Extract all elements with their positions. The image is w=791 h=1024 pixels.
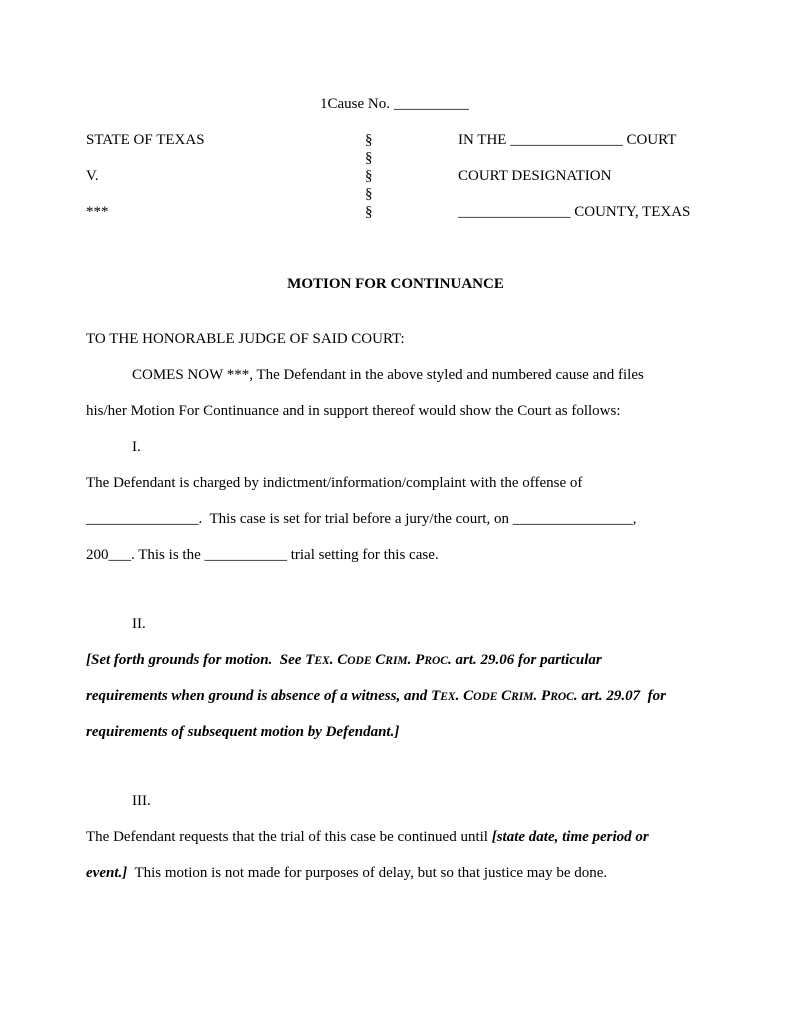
section-symbol: § (365, 168, 373, 184)
request-placeholder: event.] (86, 865, 128, 881)
request-line (86, 864, 607, 882)
grounds-text: requirements when ground is absence of a witness, and (86, 688, 432, 704)
section-number: I. (132, 439, 141, 455)
request-text: The Defendant requests that the trial of this case be continued until (86, 829, 492, 845)
caption-county: _______________ COUNTY, TEXAS (458, 204, 691, 220)
section1-line: The Defendant is charged by indictment/information/complaint with the offense of (86, 475, 583, 491)
grounds-line: requirements of subsequent motion by Defendant.] (86, 724, 400, 740)
section-symbol: § (365, 132, 373, 148)
intro-line: COMES NOW ***, The Defendant in the above styled and numbered cause and files (132, 367, 644, 383)
grounds-text: art. 29.06 for particular (451, 652, 602, 668)
grounds-line (86, 687, 666, 706)
salutation: TO THE HONORABLE JUDGE OF SAID COURT: (86, 331, 405, 347)
grounds-text: art. 29.07 for (577, 688, 666, 704)
caption-versus: V. (86, 168, 99, 184)
caption-court: IN THE _______________ COURT (458, 132, 677, 148)
request-line (86, 828, 649, 846)
caption-state: STATE OF TEXAS (86, 132, 205, 148)
document-title: MOTION FOR CONTINUANCE (287, 276, 504, 292)
caption-court-designation: COURT DESIGNATION (458, 168, 612, 184)
section-symbol: § (365, 150, 373, 166)
request-text: This motion is not made for purposes of delay, but so that justice may be done. (127, 865, 608, 881)
section1-line: _______________. This case is set for trial before a jury/the court, on ________________, (86, 511, 637, 527)
section-number: III. (132, 793, 151, 809)
grounds-text: [Set forth grounds for motion. See (86, 652, 306, 668)
section-symbol: § (365, 204, 373, 220)
cause-number-line (320, 95, 469, 113)
footnote-mark: 1 (320, 96, 328, 112)
cause-number-label: Cause No. __________ (327, 96, 469, 112)
section1-line: 200___. This is the ___________ trial setting for this case. (86, 547, 439, 563)
section-number: II. (132, 616, 146, 632)
statute-citation: TEX. CODE CRIM. PROC. (305, 652, 452, 668)
section-symbol: § (365, 186, 373, 202)
caption-defendant: *** (86, 204, 109, 220)
request-placeholder: [state date, time period or (491, 829, 649, 845)
intro-line: his/her Motion For Continuance and in support thereof would show the Court as follows: (86, 403, 621, 419)
grounds-line (86, 651, 602, 670)
statute-citation: TEX. CODE CRIM. PROC. (431, 688, 578, 704)
